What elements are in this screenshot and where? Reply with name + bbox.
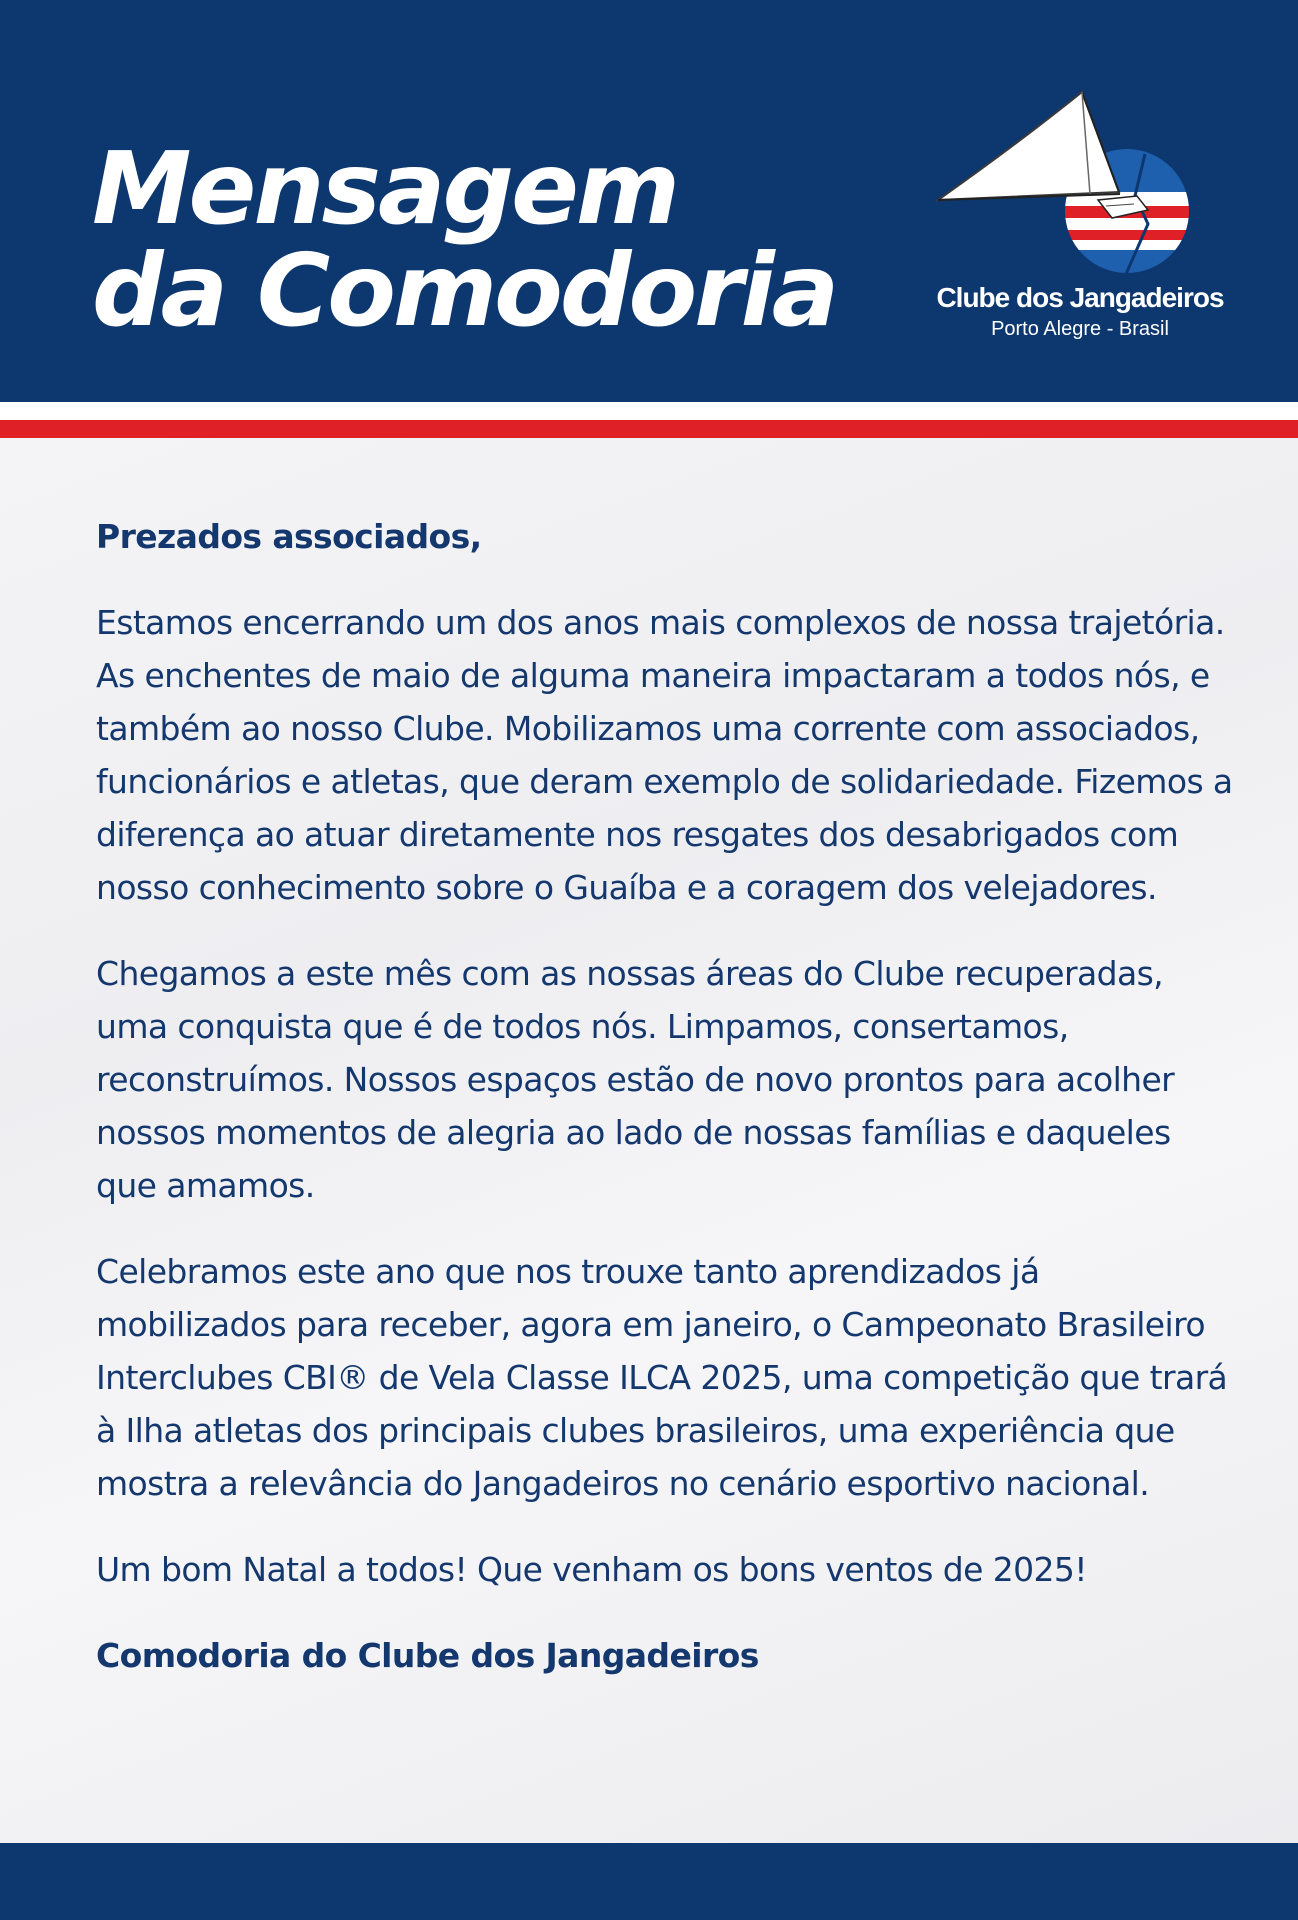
red-stripe [0,420,1298,438]
title-line-1: Mensagem [92,130,678,247]
white-stripe [0,402,1298,420]
letter-paragraph-1: Estamos encerrando um dos anos mais complexos de nossa trajetória. As enchentes de maio de alguma maneira impactaram a todos nós, e também ao nosso Clube. Mobilizamos uma corrente com associados, funcionários e atletas, que deram exemplo de solidariedade. Fizemos a diferença ao atuar diretamente nos resgates dos desabrigados com nosso conhecimento sobre o Guaíba e a coragem dos velejadores. [96,603,1233,907]
page-title [92,130,837,349]
letter-paragraph-2: Chegamos a este mês com as nossas áreas do Clube recuperadas, uma conquista que é de todos nós. Limpamos, consertamos, reconstruímos. Nossos espaços estão de novo prontos para acolher nossos momentos de alegria ao lado de nossas famílias e daqueles que amamos. [96,954,1175,1205]
footer-bar [0,1843,1298,1920]
sailboat-emblem-icon [930,84,1230,284]
title-line-2: da Comodoria [92,232,837,349]
header-banner [0,0,1298,402]
letter-paragraph-3: Celebramos este ano que nos trouxe tanto aprendizados já mobilizados para receber, agora em janeiro, o Campeonato Brasileiro Interclubes CBI® de Vela Classe ILCA 2025, uma competição que trará à Ilha atletas dos principais clubes brasileiros, uma experiência que mostra a relevância do Jangadeiros no cenário esportivo nacional. [96,1252,1228,1503]
club-name: Clube dos Jangadeiros [936,282,1224,313]
letter-paragraph-4: Um bom Natal a todos! Que venham os bons ventos de 2025! [96,1550,1087,1589]
letter-body [96,510,1236,1715]
letter-signature: Comodoria do Clube dos Jangadeiros [96,1636,759,1675]
club-logo [930,84,1230,354]
letter-greeting: Prezados associados, [96,517,482,556]
club-location: Porto Alegre - Brasil [991,318,1169,340]
